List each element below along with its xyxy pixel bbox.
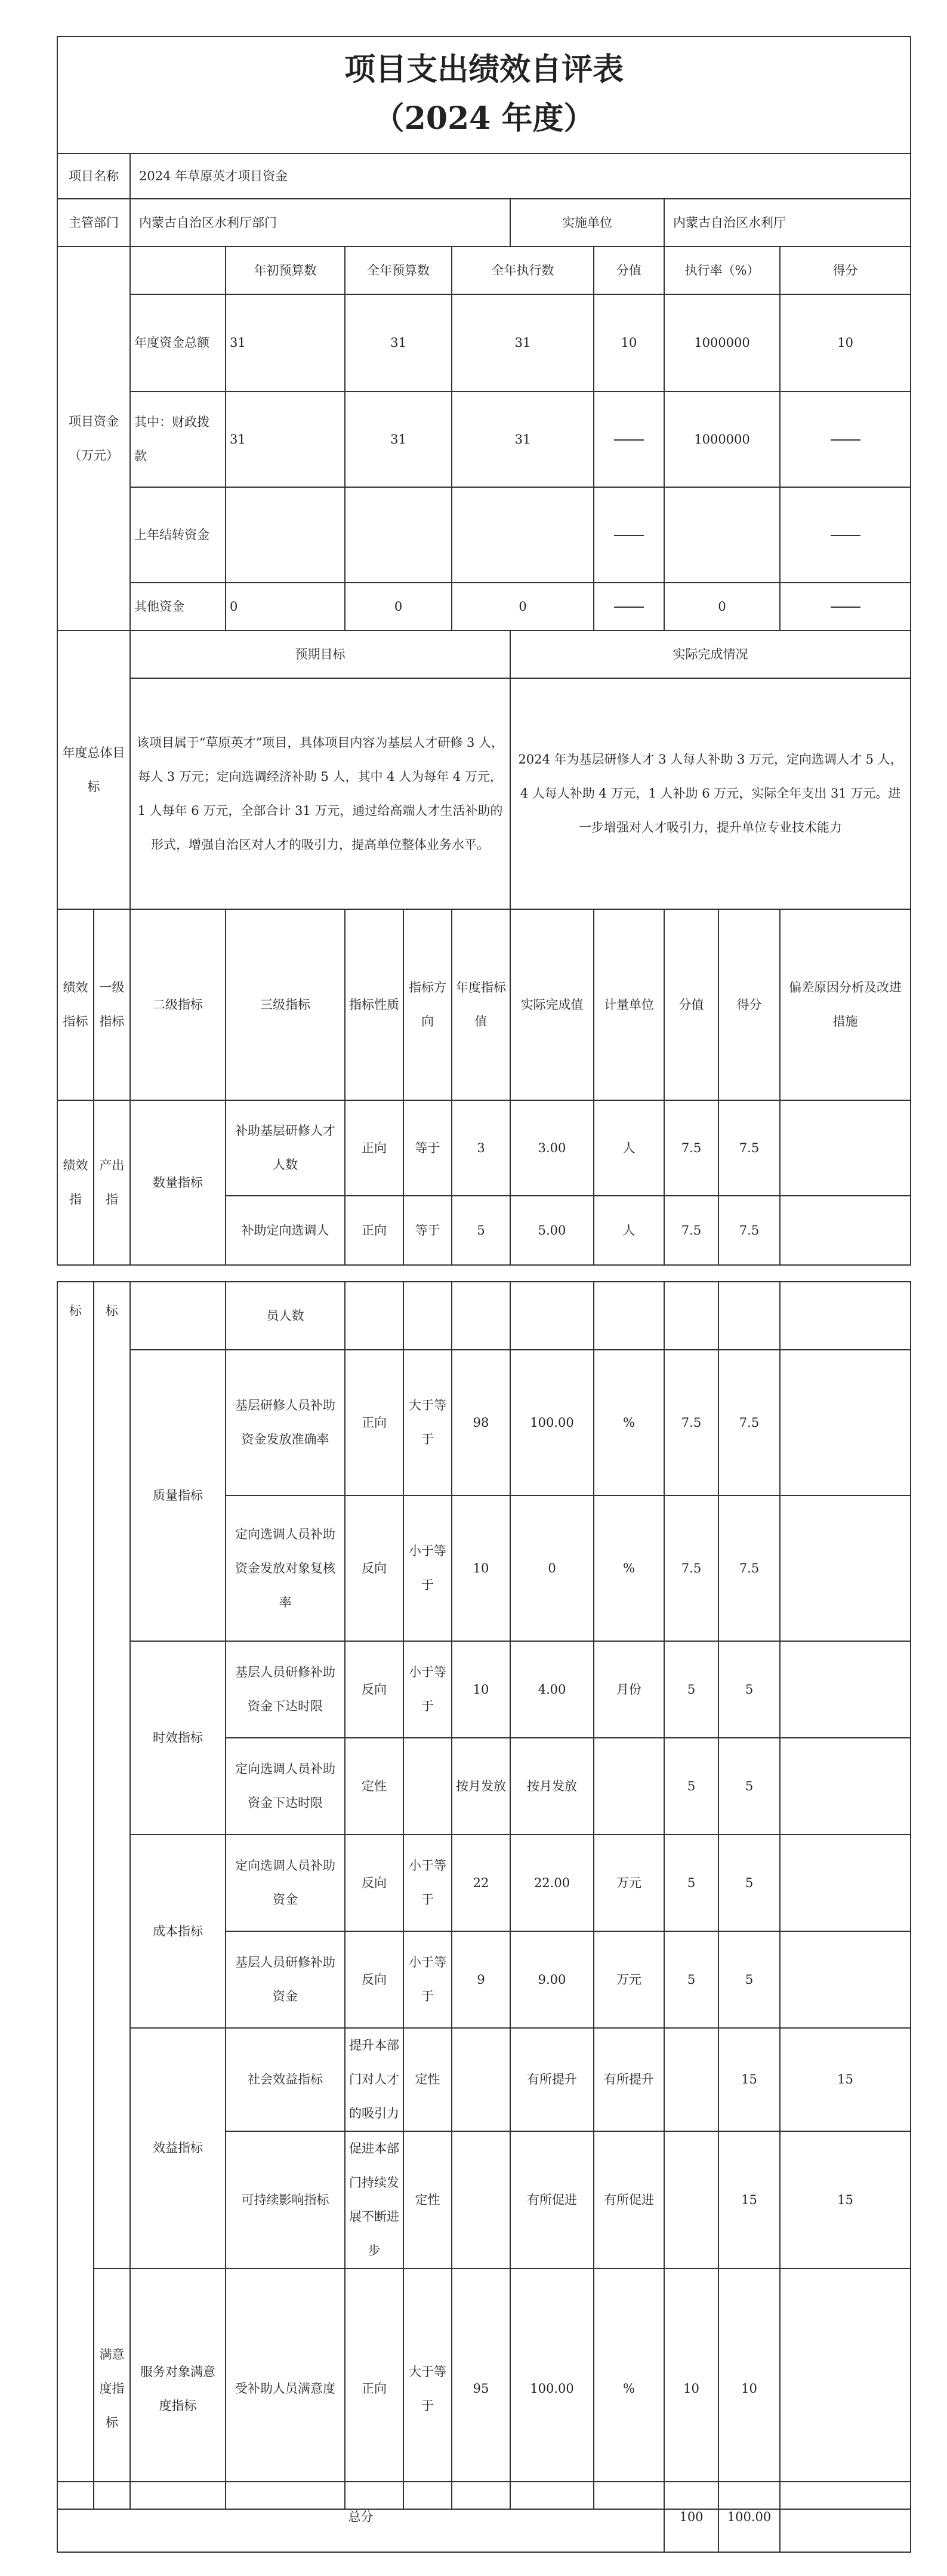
ind-name: 补助基层研修人才人数 (226, 1100, 345, 1196)
ind-nature: 反向 (345, 1931, 403, 2028)
ind-name: 受补助人员满意度 (226, 2269, 345, 2509)
ind-target: 按月发放 (452, 1738, 510, 1835)
fund-rate: 0 (664, 583, 780, 630)
goals-actual: 2024 年为基层研修人才 3 人每人补助 3 万元，定向选调人才 5 人，4 人每人补助 4 万元，1 人补助 6 万元，实际全年支出 31 万元。进一步增强对人才吸引力，提升单位专业技术能力 (510, 678, 911, 909)
ind-nature: 定性 (403, 2131, 452, 2269)
unit-label: 实施单位 (510, 199, 664, 247)
timeliness-indicator-label: 时效指标 (130, 1641, 226, 1835)
total-table (57, 2481, 911, 2553)
ind-actual: 4.00 (510, 1641, 594, 1738)
ind-actual: 0 (510, 1495, 594, 1641)
ind-actual: 按月发放 (510, 1738, 594, 1835)
ind-header-level2: 二级指标 (130, 909, 226, 1100)
ind-score: 7.5 (718, 1196, 780, 1265)
total-label: 总分 (57, 2482, 664, 2552)
ind-nature: 正向 (345, 1100, 403, 1196)
fund-rate: 1000000 (664, 294, 780, 392)
fund-executed: 31 (452, 294, 594, 392)
ind-header-level3: 三级指标 (226, 909, 345, 1100)
ind-score: 5 (718, 1641, 780, 1738)
ind-name: 基层研修人员补助资金发放准确率 (226, 1350, 345, 1495)
ind-deviation (780, 1100, 911, 1196)
ind-score: 7.5 (718, 1350, 780, 1495)
fund-row-name: 其他资金 (130, 583, 226, 630)
dash-mark (831, 607, 860, 608)
ind-nature: 反向 (345, 1495, 403, 1641)
dash-mark (614, 535, 644, 536)
satisfaction-category: 服务对象满意度指标 (130, 2269, 226, 2509)
ind-direction: 等于 (403, 1100, 452, 1196)
ind-target: 9 (452, 1931, 510, 2028)
ind-direction: 等于 (403, 1196, 452, 1265)
ind-target: 5 (452, 1196, 510, 1265)
ind-direction: 小于等于 (403, 1931, 452, 2028)
ind-header-actual: 实际完成值 (510, 909, 594, 1100)
title-year: （2024 年度） (373, 100, 595, 137)
fund-row-name: 其中：财政拨款 (130, 392, 226, 487)
ind-score-value: 7.5 (664, 1100, 718, 1196)
ind-score: 5 (718, 1738, 780, 1835)
quantity-indicator-label: 数量指标 (130, 1100, 226, 1265)
fund-initial: 31 (226, 392, 345, 487)
fund-executed: 0 (452, 583, 594, 630)
ind-target: 95 (452, 2269, 510, 2509)
ind-unit: % (594, 2269, 664, 2509)
ind-score: 15 (780, 2131, 911, 2269)
goals-expected: 该项目属于“草原英才”项目，具体项目内容为基层人才研修 3 人，每人 3 万元；定向选调经济补助 5 人，其中 4 人为每年 4 万元，1 人每年 6 万元，全部合计 31 万元，通过给高端人才生活补助的形式，增强自治区对人才的吸引力，提高单位整体业务水平。 (130, 678, 510, 909)
benefit-category: 可持续影响指标 (226, 2131, 345, 2269)
ind-score: 15 (780, 2028, 911, 2131)
ind-score-value: 5 (664, 1641, 718, 1738)
ind-nature: 定性 (403, 2028, 452, 2131)
ind-direction: 大于等于 (403, 1350, 452, 1495)
ind-name: 定向选调人员补助资金 (226, 1835, 345, 1931)
ind-actual: 有所促进 (594, 2131, 664, 2269)
fund-score (780, 392, 911, 487)
ind-direction: 小于等于 (403, 1641, 452, 1738)
project-name: 2024 年草原英才项目资金 (130, 153, 911, 199)
ind-unit: 人 (594, 1100, 664, 1196)
benefit-category: 社会效益指标 (226, 2028, 345, 2131)
funds-header-score-value: 分值 (594, 247, 664, 294)
ind-header-level1: 一级指标 (94, 909, 130, 1100)
self-eval-table-page2 (57, 1281, 911, 2510)
ind-name-cont: 员人数 (226, 1282, 345, 1350)
ind-actual: 100.00 (510, 1350, 594, 1495)
ind-target: 3 (452, 1100, 510, 1196)
ind-direction (452, 2028, 510, 2131)
ind-score: 7.5 (718, 1100, 780, 1196)
project-name-label: 项目名称 (57, 153, 130, 199)
quantity-indicator-cont (130, 1282, 226, 1350)
ind-target: 有所促进 (510, 2131, 594, 2269)
ind-direction (403, 1738, 452, 1835)
fund-executed: 31 (452, 392, 594, 487)
ind-deviation (780, 1738, 911, 1835)
ind-unit: 万元 (594, 1931, 664, 2028)
output-indicator-label: 产出指 (94, 1100, 130, 1265)
ind-name: 促进本部门持续发展不断进步 (345, 2131, 403, 2269)
ind-name: 定向选调人员补助资金下达时限 (226, 1738, 345, 1835)
total-score-value: 100 (664, 2482, 718, 2552)
funds-corner (130, 247, 226, 294)
ind-actual: 有所提升 (594, 2028, 664, 2131)
ind-nature: 反向 (345, 1835, 403, 1931)
funds-header-initial: 年初预算数 (226, 247, 345, 294)
ind-actual: 3.00 (510, 1100, 594, 1196)
goals-label: 年度总体目标 (57, 630, 130, 909)
output-indicator-label-cont: 标 (94, 1282, 130, 2269)
ind-name: 补助定向选调人 (226, 1196, 345, 1265)
ind-direction: 小于等于 (403, 1495, 452, 1641)
ind-score-value: 15 (718, 2028, 780, 2131)
ind-target: 98 (452, 1350, 510, 1495)
fund-executed (452, 487, 594, 583)
ind-direction: 小于等于 (403, 1835, 452, 1931)
total-deviation (780, 2482, 911, 2552)
fund-annual (345, 487, 452, 583)
ind-unit (594, 1738, 664, 1835)
ind-actual: 9.00 (510, 1931, 594, 2028)
ind-direction: 大于等于 (403, 2269, 452, 2509)
fund-score (780, 583, 911, 630)
title-text: 项目支出绩效自评表 (344, 51, 624, 88)
perf-indicator-label-cont: 标 (57, 1282, 94, 2509)
ind-nature: 正向 (345, 1350, 403, 1495)
fund-score-value (594, 392, 664, 487)
quality-indicator-label: 质量指标 (130, 1350, 226, 1641)
ind-header-perf: 绩效指标 (57, 909, 94, 1100)
ind-header-unit: 计量单位 (594, 909, 664, 1100)
ind-unit: 万元 (594, 1835, 664, 1931)
fund-score: 10 (780, 294, 911, 392)
funds-header-executed: 全年执行数 (452, 247, 594, 294)
ind-target: 10 (452, 1495, 510, 1641)
ind-target: 有所提升 (510, 2028, 594, 2131)
ind-unit: % (594, 1350, 664, 1495)
dept-label: 主管部门 (57, 199, 130, 247)
cost-indicator-label: 成本指标 (130, 1835, 226, 2028)
ind-header-target: 年度指标值 (452, 909, 510, 1100)
ind-deviation (780, 1641, 911, 1738)
ind-actual: 5.00 (510, 1196, 594, 1265)
self-eval-table-page1 (57, 36, 911, 1266)
ind-direction (452, 2131, 510, 2269)
ind-score-value: 5 (664, 1738, 718, 1835)
ind-score-value: 7.5 (664, 1350, 718, 1495)
fund-initial (226, 487, 345, 583)
ind-score-value: 10 (664, 2269, 718, 2509)
ind-header-direction: 指标方向 (403, 909, 452, 1100)
ind-deviation (780, 1196, 911, 1265)
ind-header-score-value: 分值 (664, 909, 718, 1100)
unit-value: 内蒙古自治区水利厅 (664, 199, 911, 247)
ind-deviation (780, 1495, 911, 1641)
fund-score-value: 10 (594, 294, 664, 392)
fund-initial: 0 (226, 583, 345, 630)
funds-header-score: 得分 (780, 247, 911, 294)
ind-nature: 反向 (345, 1641, 403, 1738)
ind-deviation (780, 1835, 911, 1931)
ind-unit (664, 2131, 718, 2269)
ind-name: 基层人员研修补助资金 (226, 1931, 345, 2028)
fund-initial: 31 (226, 294, 345, 392)
ind-score: 5 (718, 1835, 780, 1931)
fund-annual: 31 (345, 294, 452, 392)
ind-deviation (780, 2269, 911, 2509)
ind-unit: % (594, 1495, 664, 1641)
ind-header-deviation: 偏差原因分析及改进措施 (780, 909, 911, 1100)
ind-name: 定向选调人员补助资金发放对象复核率 (226, 1495, 345, 1641)
ind-header-nature: 指标性质 (345, 909, 403, 1100)
fund-score-value (594, 487, 664, 583)
ind-target: 10 (452, 1641, 510, 1738)
ind-actual: 100.00 (510, 2269, 594, 2509)
ind-score-value: 5 (664, 1835, 718, 1931)
ind-header-score: 得分 (718, 909, 780, 1100)
ind-deviation (780, 1931, 911, 2028)
fund-rate (664, 487, 780, 583)
ind-score: 7.5 (718, 1495, 780, 1641)
ind-score: 5 (718, 1931, 780, 2028)
dept-value: 内蒙古自治区水利厅部门 (130, 199, 510, 247)
dash-mark (614, 439, 644, 441)
ind-score-value: 7.5 (664, 1495, 718, 1641)
ind-actual: 22.00 (510, 1835, 594, 1931)
dash-mark (831, 535, 860, 536)
fund-row-name: 年度资金总额 (130, 294, 226, 392)
ind-target: 22 (452, 1835, 510, 1931)
goals-expected-header: 预期目标 (130, 630, 510, 678)
ind-unit: 人 (594, 1196, 664, 1265)
ind-nature: 定性 (345, 1738, 403, 1835)
perf-indicator-label: 绩效指 (57, 1100, 94, 1265)
ind-score-value: 5 (664, 1931, 718, 2028)
fund-score-value (594, 583, 664, 630)
dash-mark (614, 607, 644, 608)
goals-actual-header: 实际完成情况 (510, 630, 911, 678)
fund-annual: 0 (345, 583, 452, 630)
fund-row-name: 上年结转资金 (130, 487, 226, 583)
fund-score (780, 487, 911, 583)
ind-nature: 正向 (345, 1196, 403, 1265)
ind-score-value: 7.5 (664, 1196, 718, 1265)
page-title (57, 36, 911, 153)
ind-unit: 月份 (594, 1641, 664, 1738)
ind-score: 10 (718, 2269, 780, 2509)
fund-annual: 31 (345, 392, 452, 487)
funds-header-annual: 全年预算数 (345, 247, 452, 294)
dash-mark (831, 439, 860, 441)
satisfaction-indicator-label: 满意度指标 (94, 2269, 130, 2509)
funds-header-rate: 执行率（%） (664, 247, 780, 294)
ind-score-value: 15 (718, 2131, 780, 2269)
funds-label: 项目资金（万元） (57, 247, 130, 630)
total-score: 100.00 (718, 2482, 780, 2552)
ind-unit (664, 2028, 718, 2131)
ind-deviation (780, 1350, 911, 1495)
ind-name: 基层人员研修补助资金下达时限 (226, 1641, 345, 1738)
ind-name: 提升本部门对人才的吸引力 (345, 2028, 403, 2131)
ind-nature: 正向 (345, 2269, 403, 2509)
benefit-indicator-label: 效益指标 (130, 2028, 226, 2269)
fund-rate: 1000000 (664, 392, 780, 487)
